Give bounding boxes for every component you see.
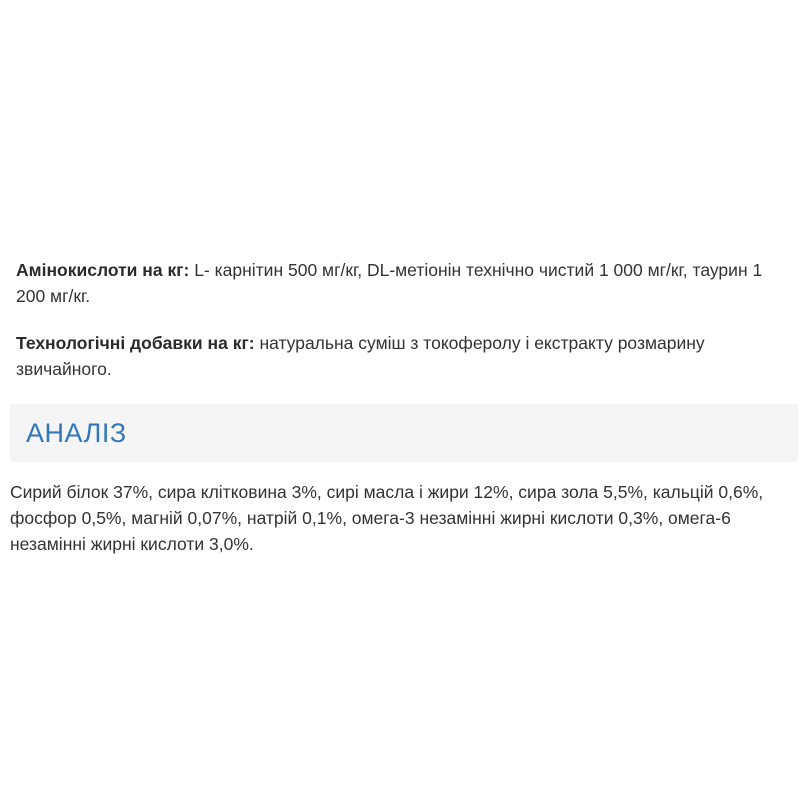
analysis-title: АНАЛІЗ (26, 418, 127, 448)
technological-additives-paragraph (16, 330, 792, 382)
technological-additives-label: Технологічні добавки на кг: (16, 333, 255, 353)
amino-acids-label: Амінокислоти на кг: (16, 260, 190, 280)
analysis-section-header (10, 404, 798, 462)
technological-additives-text: натуральна суміш з токоферолу і екстракту розмарину звичайного. (16, 333, 705, 379)
analysis-text: Сирий білок 37%, сира клітковина 3%, сирі масла і жири 12%, сира зола 5,5%, кальцій 0,6%, фосфор 0,5%, магній 0,07%, натрій 0,1%, омега-3 незамінні жирні кислоти 0,3%, омега-6 незамінні жирні кислоти 3,0%. (10, 482, 764, 554)
amino-acids-paragraph (16, 257, 792, 309)
amino-acids-text: L- карнітин 500 мг/кг, DL-метіонін технічно чистий 1 000 мг/кг, таурин 1 200 мг/кг. (16, 260, 763, 306)
